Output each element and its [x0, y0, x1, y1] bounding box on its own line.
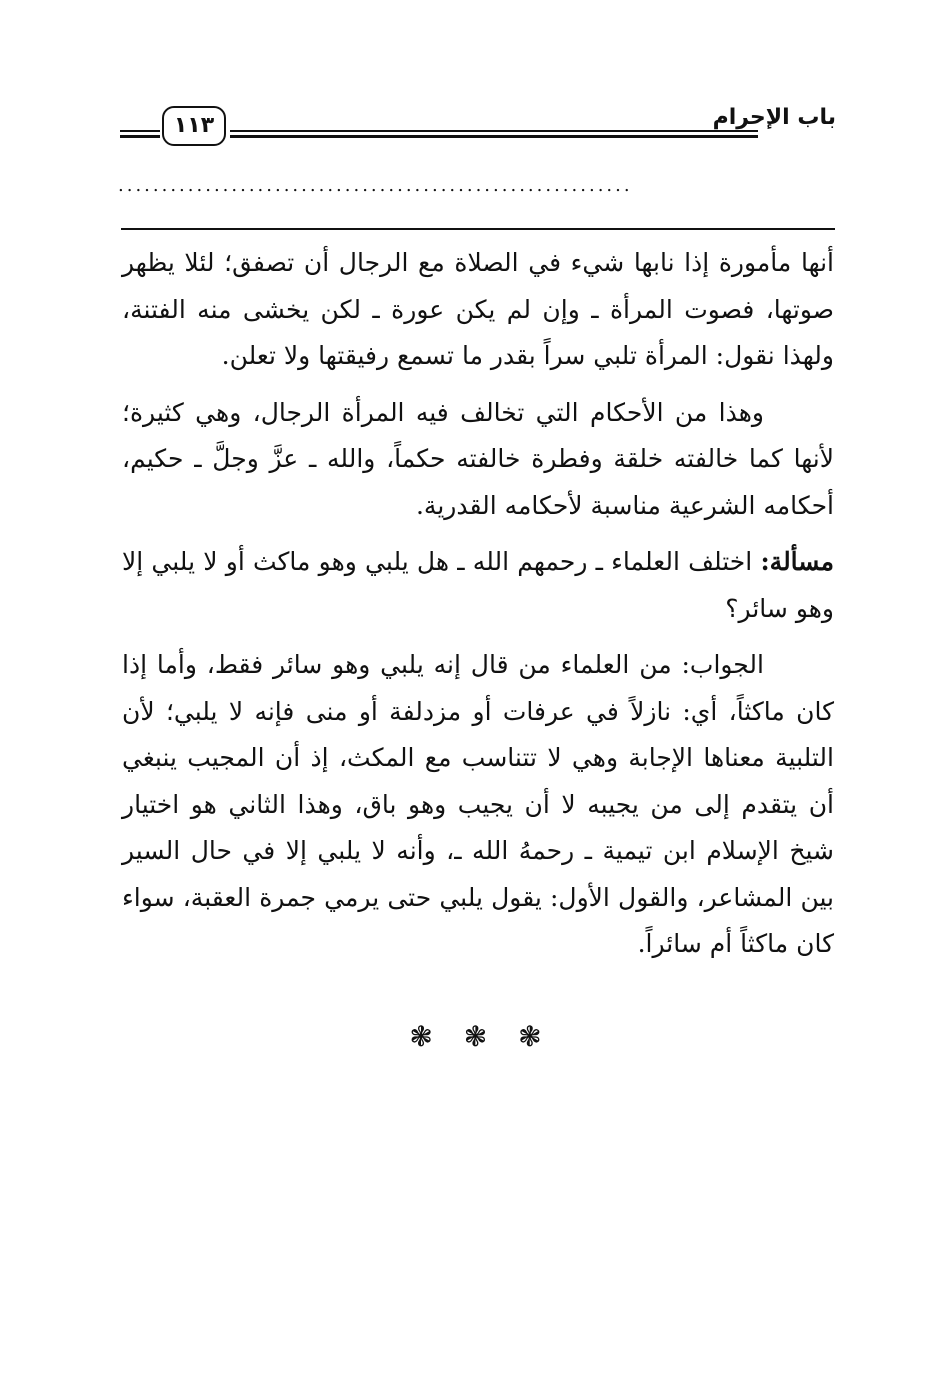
issue-label: مسألة: [760, 547, 834, 576]
separator-line [121, 228, 835, 230]
footnote-dots: ........................................................... [118, 176, 633, 196]
chapter-title: باب الإحرام [712, 105, 836, 130]
paragraph-4: الجواب: من العلماء من قال إنه يلبي وهو سائر فقط، وأما إذا كان ماكثاً، أي: نازلاً في عرفات أو مزدلفة أو منى فإنه لا يلبي؛ لأن التلبية معناها الإجابة وهي لا تتناسب مع المكث، إذ أن المجيب ينبغي أن يتقدم إلى من يجيبه لا أن يجيب وهو باق، وهذا الثاني هو اختيار شيخ الإسلام ابن تيمية ـ رحمهُ الله ـ، وأنه لا يلبي إلا في حال السير بين المشاعر، والقول الأول: يقول يلبي حتى يرمي جمرة العقبة، سواء كان ماكثاً أم سائراً. [122, 650, 834, 958]
issue-text: اختلف العلماء ـ رحمهم الله ـ هل يلبي وهو ماكث أو لا يلبي إلا وهو سائر؟ [122, 547, 834, 623]
page-header [120, 100, 836, 150]
paragraph-1: أنها مأمورة إذا نابها شيء في الصلاة مع الرجال أن تصفق؛ لئلا يظهر صوتها، فصوت المرأة ـ وإن لم يكن عورة ـ لكن يخشى منه الفتنة، ولهذا نقول: المرأة تلبي سراً بقدر ما تسمع رفيقتها ولا تعلن. [122, 248, 834, 370]
header-double-rule-short [120, 130, 160, 140]
paragraph-2: وهذا من الأحكام التي تخالف فيه المرأة الرجال، وهي كثيرة؛ لأنها كما خالفته خلقة وفطرة خالفته حكماً، والله ـ عزَّ وجلَّ ـ حكيم، أحكامه الشرعية مناسبة لأحكامه القدرية. [122, 397, 834, 520]
paragraph-3 [122, 539, 834, 632]
page-number: ١١٣ [162, 106, 226, 146]
main-text [122, 240, 834, 978]
section-end-ornaments: ❃ ❃ ❃ [409, 1020, 542, 1053]
header-double-rule [230, 130, 758, 140]
